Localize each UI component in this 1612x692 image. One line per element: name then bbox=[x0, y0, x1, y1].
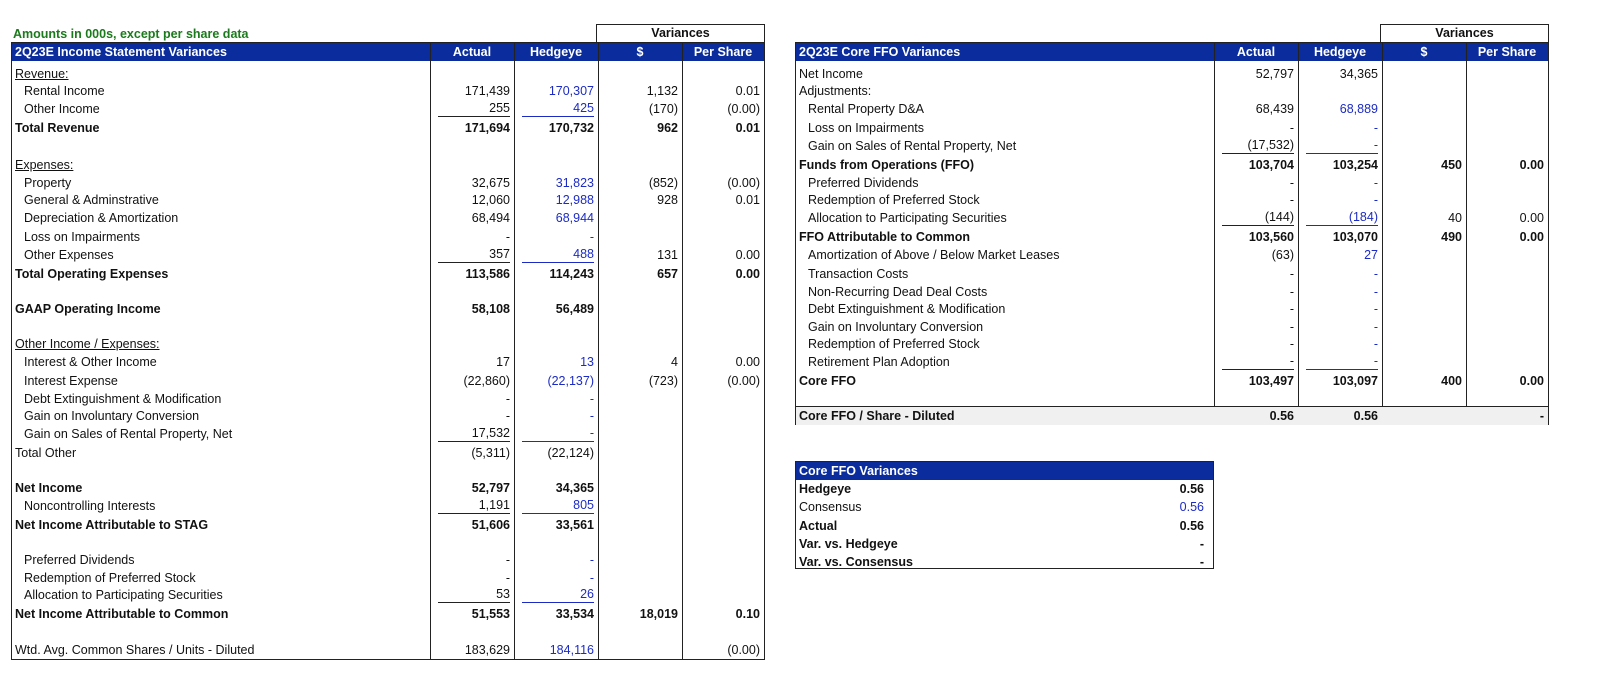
variance-per-share: - bbox=[1539, 409, 1544, 423]
row-label: Core FFO / Share - Diluted bbox=[799, 409, 955, 423]
actual-value: 103,704 bbox=[1248, 158, 1294, 172]
actual-value: 52,797 bbox=[471, 481, 510, 495]
hedgeye-value: - bbox=[1373, 176, 1378, 190]
row-core-ffo bbox=[796, 372, 1548, 390]
row-general-adminstrative bbox=[12, 191, 764, 209]
row-debt-extinguishment-modification bbox=[12, 390, 764, 408]
row-label: Net Income bbox=[15, 481, 83, 495]
summary-row-consensus bbox=[796, 498, 1213, 516]
row-interest-expense bbox=[12, 372, 764, 390]
row-label: Property bbox=[24, 176, 72, 190]
row-label: Net Income bbox=[799, 67, 863, 81]
row-label: Amortization of Above / Below Market Leases bbox=[808, 248, 1060, 262]
row-gaap-operating-income bbox=[12, 300, 764, 318]
row-label: Core FFO bbox=[799, 374, 856, 388]
row-label: Other Income / Expenses: bbox=[15, 337, 160, 351]
row-adjustments bbox=[796, 82, 1548, 100]
actual-value: - bbox=[1289, 320, 1294, 334]
actual-value: - bbox=[1289, 176, 1294, 190]
row-net-income bbox=[796, 65, 1548, 83]
actual-value: 53 bbox=[438, 586, 510, 603]
variance-per-share: 0.00 bbox=[735, 267, 760, 281]
hedgeye-value: 103,254 bbox=[1332, 158, 1378, 172]
row-amortization-of-above-below-market-leases bbox=[796, 246, 1548, 264]
variance-per-share: 0.00 bbox=[1519, 230, 1544, 244]
actual-value: 51,606 bbox=[471, 518, 510, 532]
ffo-per-share-row bbox=[796, 406, 1548, 425]
row-gain-on-sales-of-rental-property-net bbox=[796, 137, 1548, 155]
variance-per-share: 0.00 bbox=[735, 248, 760, 262]
hedgeye-value: 184,116 bbox=[549, 643, 594, 657]
row-label: Consensus bbox=[799, 500, 862, 514]
row-gain-on-sales-of-rental-property-net bbox=[12, 425, 764, 443]
col-per-share: Per Share bbox=[693, 45, 753, 59]
row-total-other bbox=[12, 444, 764, 462]
row-preferred-dividends bbox=[12, 551, 764, 569]
row-label: Rental Income bbox=[24, 84, 105, 98]
variance-dollar: 400 bbox=[1441, 374, 1462, 388]
hedgeye-value: 0.56 bbox=[1353, 409, 1378, 423]
row-allocation-to-participating-securities bbox=[796, 209, 1548, 227]
row-debt-extinguishment-modification bbox=[796, 300, 1548, 318]
actual-value: 113,586 bbox=[465, 267, 510, 281]
row-revenue bbox=[12, 65, 764, 83]
actual-value: 0.56 bbox=[1269, 409, 1294, 423]
hedgeye-value: - bbox=[522, 425, 594, 442]
row-other-expenses bbox=[12, 246, 764, 264]
hedgeye-value: 33,561 bbox=[555, 518, 594, 532]
summary-value: 0.56 bbox=[1179, 482, 1204, 496]
row-label: Redemption of Preferred Stock bbox=[24, 571, 196, 585]
actual-value: - bbox=[1289, 285, 1294, 299]
row-label: Redemption of Preferred Stock bbox=[808, 193, 980, 207]
row-label: Adjustments: bbox=[799, 84, 872, 98]
summary-row-actual bbox=[796, 517, 1213, 535]
row-expenses bbox=[12, 156, 764, 174]
row-label: Transaction Costs bbox=[808, 267, 909, 281]
hedgeye-value: 114,243 bbox=[549, 267, 594, 281]
row-non-recurring-dead-deal-costs bbox=[796, 283, 1548, 301]
hedgeye-value: 33,534 bbox=[555, 607, 594, 621]
variance-per-share: 0.01 bbox=[735, 193, 760, 207]
row-noncontrolling-interests bbox=[12, 497, 764, 515]
col-per-share: Per Share bbox=[1477, 45, 1537, 59]
row-rental-property-d-a bbox=[796, 100, 1548, 118]
row-label: Gain on Involuntary Conversion bbox=[24, 409, 200, 423]
summary-header bbox=[796, 462, 1213, 480]
row-other-income-expenses bbox=[12, 335, 764, 353]
actual-value: - bbox=[1289, 337, 1294, 351]
row-label: Allocation to Participating Securities bbox=[24, 588, 223, 602]
actual-value: - bbox=[1222, 353, 1294, 370]
row-other-income bbox=[12, 100, 764, 118]
actual-value: - bbox=[1289, 121, 1294, 135]
summary-row-var-vs-consensus bbox=[796, 553, 1213, 571]
row-net-income-attributable-to-stag bbox=[12, 516, 764, 534]
actual-value: (17,532) bbox=[1222, 137, 1294, 154]
row-transaction-costs bbox=[796, 265, 1548, 283]
variance-per-share: 0.00 bbox=[735, 355, 760, 369]
row-label: FFO Attributable to Common bbox=[799, 230, 971, 244]
hedgeye-value: - bbox=[1373, 337, 1378, 351]
actual-value: 17 bbox=[496, 355, 510, 369]
row-loss-on-impairments bbox=[12, 228, 764, 246]
row-loss-on-impairments bbox=[796, 119, 1548, 137]
row-label: Hedgeye bbox=[799, 482, 852, 496]
row-total-revenue bbox=[12, 119, 764, 137]
variance-dollar: (170) bbox=[648, 102, 678, 116]
actual-value: - bbox=[1289, 302, 1294, 316]
row-label: Other Expenses bbox=[24, 248, 114, 262]
row-label: Non-Recurring Dead Deal Costs bbox=[808, 285, 988, 299]
row-depreciation-amortization bbox=[12, 209, 764, 227]
row-label: Allocation to Participating Securities bbox=[808, 211, 1007, 225]
actual-value: 52,797 bbox=[1255, 67, 1294, 81]
actual-value: - bbox=[1289, 193, 1294, 207]
row-net-income-attributable-to-common bbox=[12, 605, 764, 623]
actual-value: 103,560 bbox=[1248, 230, 1294, 244]
ffo-table-header bbox=[796, 43, 1548, 61]
row-label: Total Revenue bbox=[15, 121, 100, 135]
variance-dollar: 4 bbox=[671, 355, 678, 369]
col-actual: Actual bbox=[452, 45, 492, 59]
row-retirement-plan-adoption bbox=[796, 353, 1548, 371]
hedgeye-value: 12,988 bbox=[555, 193, 594, 207]
variance-dollar: 490 bbox=[1441, 230, 1462, 244]
actual-value: 1,191 bbox=[438, 497, 510, 514]
actual-value: (5,311) bbox=[471, 446, 510, 460]
actual-value: - bbox=[505, 392, 510, 406]
row-label: Interest Expense bbox=[24, 374, 118, 388]
actual-value: 255 bbox=[438, 100, 510, 117]
row-allocation-to-participating-securities bbox=[12, 586, 764, 604]
actual-value: (22,860) bbox=[463, 374, 510, 388]
row-label: Preferred Dividends bbox=[808, 176, 919, 190]
row-label: Net Income Attributable to STAG bbox=[15, 518, 209, 532]
row-property bbox=[12, 174, 764, 192]
hedgeye-value: - bbox=[1373, 320, 1378, 334]
row-label: Var. vs. Consensus bbox=[799, 555, 913, 569]
row-label: Redemption of Preferred Stock bbox=[808, 337, 980, 351]
col-hedgeye: Hedgeye bbox=[1313, 45, 1367, 59]
hedgeye-value: - bbox=[589, 553, 594, 567]
hedgeye-value: (22,124) bbox=[547, 446, 594, 460]
units-note: Amounts in 000s, except per share data bbox=[13, 27, 249, 41]
hedgeye-value: 68,889 bbox=[1339, 102, 1378, 116]
actual-value: 103,497 bbox=[1248, 374, 1294, 388]
variance-dollar: (852) bbox=[648, 176, 678, 190]
row-label: Revenue: bbox=[15, 67, 69, 81]
row-label: Gain on Involuntary Conversion bbox=[808, 320, 984, 334]
row-label: Debt Extinguishment & Modification bbox=[808, 302, 1006, 316]
variance-dollar: 18,019 bbox=[639, 607, 678, 621]
col-hedgeye: Hedgeye bbox=[529, 45, 583, 59]
variance-dollar: 450 bbox=[1441, 158, 1462, 172]
variance-dollar: 962 bbox=[657, 121, 678, 135]
hedgeye-value: 34,365 bbox=[1339, 67, 1378, 81]
variance-per-share: 0.00 bbox=[1519, 158, 1544, 172]
ffo-title: 2Q23E Core FFO Variances bbox=[799, 45, 961, 59]
actual-value: - bbox=[505, 553, 510, 567]
variance-per-share: (0.00) bbox=[727, 176, 760, 190]
row-funds-from-operations-ffo bbox=[796, 156, 1548, 174]
summary-row-hedgeye bbox=[796, 480, 1213, 498]
actual-value: 68,439 bbox=[1255, 102, 1294, 116]
income-variances-header: Variances bbox=[596, 24, 765, 43]
row-interest-other-income bbox=[12, 353, 764, 371]
summary-value: 0.56 bbox=[1179, 500, 1204, 514]
row-gain-on-involuntary-conversion bbox=[12, 407, 764, 425]
hedgeye-value: - bbox=[1306, 137, 1378, 154]
hedgeye-value: 103,097 bbox=[1332, 374, 1378, 388]
row-label: Other Income bbox=[24, 102, 100, 116]
row-redemption-of-preferred-stock bbox=[12, 569, 764, 587]
hedgeye-value: 27 bbox=[1364, 248, 1378, 262]
hedgeye-value: - bbox=[1373, 285, 1378, 299]
actual-value: 183,629 bbox=[464, 643, 510, 657]
row-label: Gain on Sales of Rental Property, Net bbox=[808, 139, 1017, 153]
row-label: Noncontrolling Interests bbox=[24, 499, 156, 513]
row-total-operating-expenses bbox=[12, 265, 764, 283]
actual-value: (144) bbox=[1222, 209, 1294, 226]
hedgeye-value: - bbox=[589, 571, 594, 585]
row-ffo-attributable-to-common bbox=[796, 228, 1548, 246]
row-label: Expenses: bbox=[15, 158, 74, 172]
variance-per-share: 0.01 bbox=[735, 84, 760, 98]
row-label: General & Adminstrative bbox=[24, 193, 159, 207]
variance-per-share: 0.00 bbox=[1519, 211, 1544, 225]
summary-row-var-vs-hedgeye bbox=[796, 535, 1213, 553]
col-dollar: $ bbox=[636, 45, 644, 59]
income-table-header bbox=[12, 43, 764, 61]
hedgeye-value: 170,307 bbox=[548, 84, 594, 98]
actual-value: 171,694 bbox=[464, 121, 510, 135]
ffo-variances-header: Variances bbox=[1380, 24, 1549, 43]
variance-per-share: (0.00) bbox=[727, 102, 760, 116]
actual-value: 17,532 bbox=[438, 425, 510, 442]
hedgeye-value: - bbox=[589, 392, 594, 406]
hedgeye-value: 68,944 bbox=[555, 211, 594, 225]
variance-per-share: 0.01 bbox=[735, 121, 760, 135]
row-label: Var. vs. Hedgeye bbox=[799, 537, 898, 551]
hedgeye-value: - bbox=[1373, 193, 1378, 207]
row-wtd-avg-common-shares-units-diluted bbox=[12, 641, 764, 659]
row-label: GAAP Operating Income bbox=[15, 302, 161, 316]
summary-value: - bbox=[1199, 555, 1204, 569]
variance-dollar: 657 bbox=[657, 267, 678, 281]
hedgeye-value: - bbox=[589, 230, 594, 244]
hedgeye-value: - bbox=[1373, 121, 1378, 135]
hedgeye-value: 805 bbox=[522, 497, 594, 514]
actual-value: - bbox=[505, 571, 510, 585]
actual-value: - bbox=[1289, 267, 1294, 281]
summary-value: - bbox=[1199, 537, 1204, 551]
hedgeye-value: 103,070 bbox=[1332, 230, 1378, 244]
row-label: Funds from Operations (FFO) bbox=[799, 158, 974, 172]
row-label: Depreciation & Amortization bbox=[24, 211, 179, 225]
actual-value: 32,675 bbox=[471, 176, 510, 190]
variance-dollar: 928 bbox=[657, 193, 678, 207]
row-label: Wtd. Avg. Common Shares / Units - Diluted bbox=[15, 643, 255, 657]
income-statement-table bbox=[11, 42, 765, 660]
actual-value: 357 bbox=[438, 246, 510, 263]
variance-per-share: (0.00) bbox=[727, 643, 760, 657]
hedgeye-value: - bbox=[1306, 353, 1378, 370]
row-redemption-of-preferred-stock bbox=[796, 335, 1548, 353]
summary-title: Core FFO Variances bbox=[799, 464, 918, 478]
actual-value: - bbox=[505, 409, 510, 423]
row-label: Total Other bbox=[15, 446, 77, 460]
row-label: Interest & Other Income bbox=[24, 355, 157, 369]
hedgeye-value: 488 bbox=[522, 246, 594, 263]
variance-per-share: 0.10 bbox=[735, 607, 760, 621]
hedgeye-value: 56,489 bbox=[555, 302, 594, 316]
variance-dollar: 131 bbox=[657, 248, 678, 262]
actual-value: 58,108 bbox=[471, 302, 510, 316]
hedgeye-value: (22,137) bbox=[547, 374, 594, 388]
actual-value: 12,060 bbox=[471, 193, 510, 207]
row-label: Loss on Impairments bbox=[808, 121, 925, 135]
row-net-income bbox=[12, 479, 764, 497]
row-gain-on-involuntary-conversion bbox=[796, 318, 1548, 336]
row-preferred-dividends bbox=[796, 174, 1548, 192]
income-title: 2Q23E Income Statement Variances bbox=[15, 45, 227, 59]
actual-value: - bbox=[505, 230, 510, 244]
actual-value: 171,439 bbox=[464, 84, 510, 98]
hedgeye-value: 26 bbox=[522, 586, 594, 603]
row-label: Retirement Plan Adoption bbox=[808, 355, 950, 369]
core-ffo-table bbox=[795, 42, 1549, 425]
row-label: Debt Extinguishment & Modification bbox=[24, 392, 222, 406]
actual-value: 68,494 bbox=[471, 211, 510, 225]
row-label: Net Income Attributable to Common bbox=[15, 607, 229, 621]
row-label: Loss on Impairments bbox=[24, 230, 141, 244]
row-rental-income bbox=[12, 82, 764, 100]
actual-value: (63) bbox=[1271, 248, 1294, 262]
col-actual: Actual bbox=[1236, 45, 1276, 59]
variance-per-share: (0.00) bbox=[727, 374, 760, 388]
col-dollar: $ bbox=[1420, 45, 1428, 59]
hedgeye-value: 34,365 bbox=[555, 481, 594, 495]
hedgeye-value: 425 bbox=[522, 100, 594, 117]
hedgeye-value: - bbox=[1373, 267, 1378, 281]
summary-value: 0.56 bbox=[1179, 519, 1204, 533]
row-redemption-of-preferred-stock bbox=[796, 191, 1548, 209]
variance-per-share: 0.00 bbox=[1519, 374, 1544, 388]
row-label: Actual bbox=[799, 519, 838, 533]
row-label: Gain on Sales of Rental Property, Net bbox=[24, 427, 233, 441]
row-label: Rental Property D&A bbox=[808, 102, 925, 116]
hedgeye-value: - bbox=[589, 409, 594, 423]
hedgeye-value: (184) bbox=[1306, 209, 1378, 226]
core-ffo-variance-summary bbox=[795, 461, 1214, 569]
variance-dollar: 1,132 bbox=[646, 84, 678, 98]
row-label: Total Operating Expenses bbox=[15, 267, 169, 281]
variance-dollar: 40 bbox=[1448, 211, 1462, 225]
row-label: Preferred Dividends bbox=[24, 553, 135, 567]
variance-dollar: (723) bbox=[648, 374, 678, 388]
hedgeye-value: 31,823 bbox=[555, 176, 594, 190]
hedgeye-value: - bbox=[1373, 302, 1378, 316]
hedgeye-value: 170,732 bbox=[548, 121, 594, 135]
hedgeye-value: 13 bbox=[580, 355, 594, 369]
actual-value: 51,553 bbox=[471, 607, 510, 621]
